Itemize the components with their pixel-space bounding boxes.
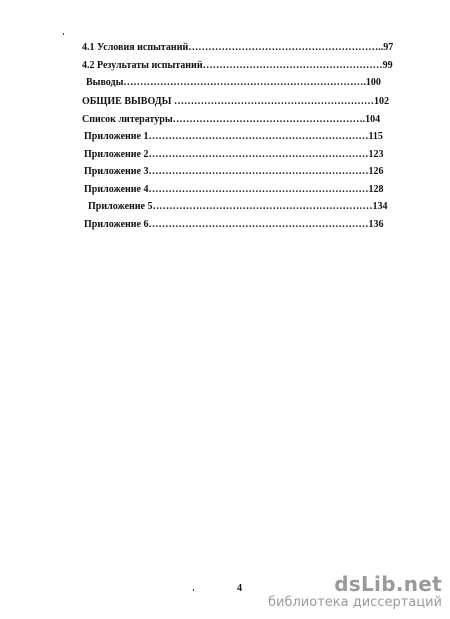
speck [63,33,64,35]
watermark [268,573,442,611]
toc-line: Приложение 4…………………………………………………………128 [84,184,384,195]
toc-line: Приложение 3…………………………………………………………126 [84,166,384,177]
toc-line: Приложение 6…………………………………………………………136 [84,219,384,230]
toc-line: Приложение 2…………………………………………………………123 [84,149,384,160]
toc-line: ОБЩИЕ ВЫВОДЫ ……………………………………………………102 [82,96,389,107]
toc-line: 4.2 Результаты испытаний………………………………………………99 [82,60,393,71]
toc-line: Приложение 5…………………………………………………………134 [88,201,388,212]
toc-line: Список литературы………………………………………………….104 [82,114,381,125]
toc-line: Выводы……………………………………………………………….100 [86,77,381,88]
speck [193,589,194,591]
watermark-tagline: библиотека диссертаций [268,595,442,610]
page-number: 4 [237,583,242,594]
toc-line: Приложение 1…………………………………………………………115 [84,131,383,142]
toc-line: 4.1 Условия испытаний…………………………………………………..97 [82,42,394,53]
watermark-logo[interactable]: dsLib.net [334,572,442,596]
